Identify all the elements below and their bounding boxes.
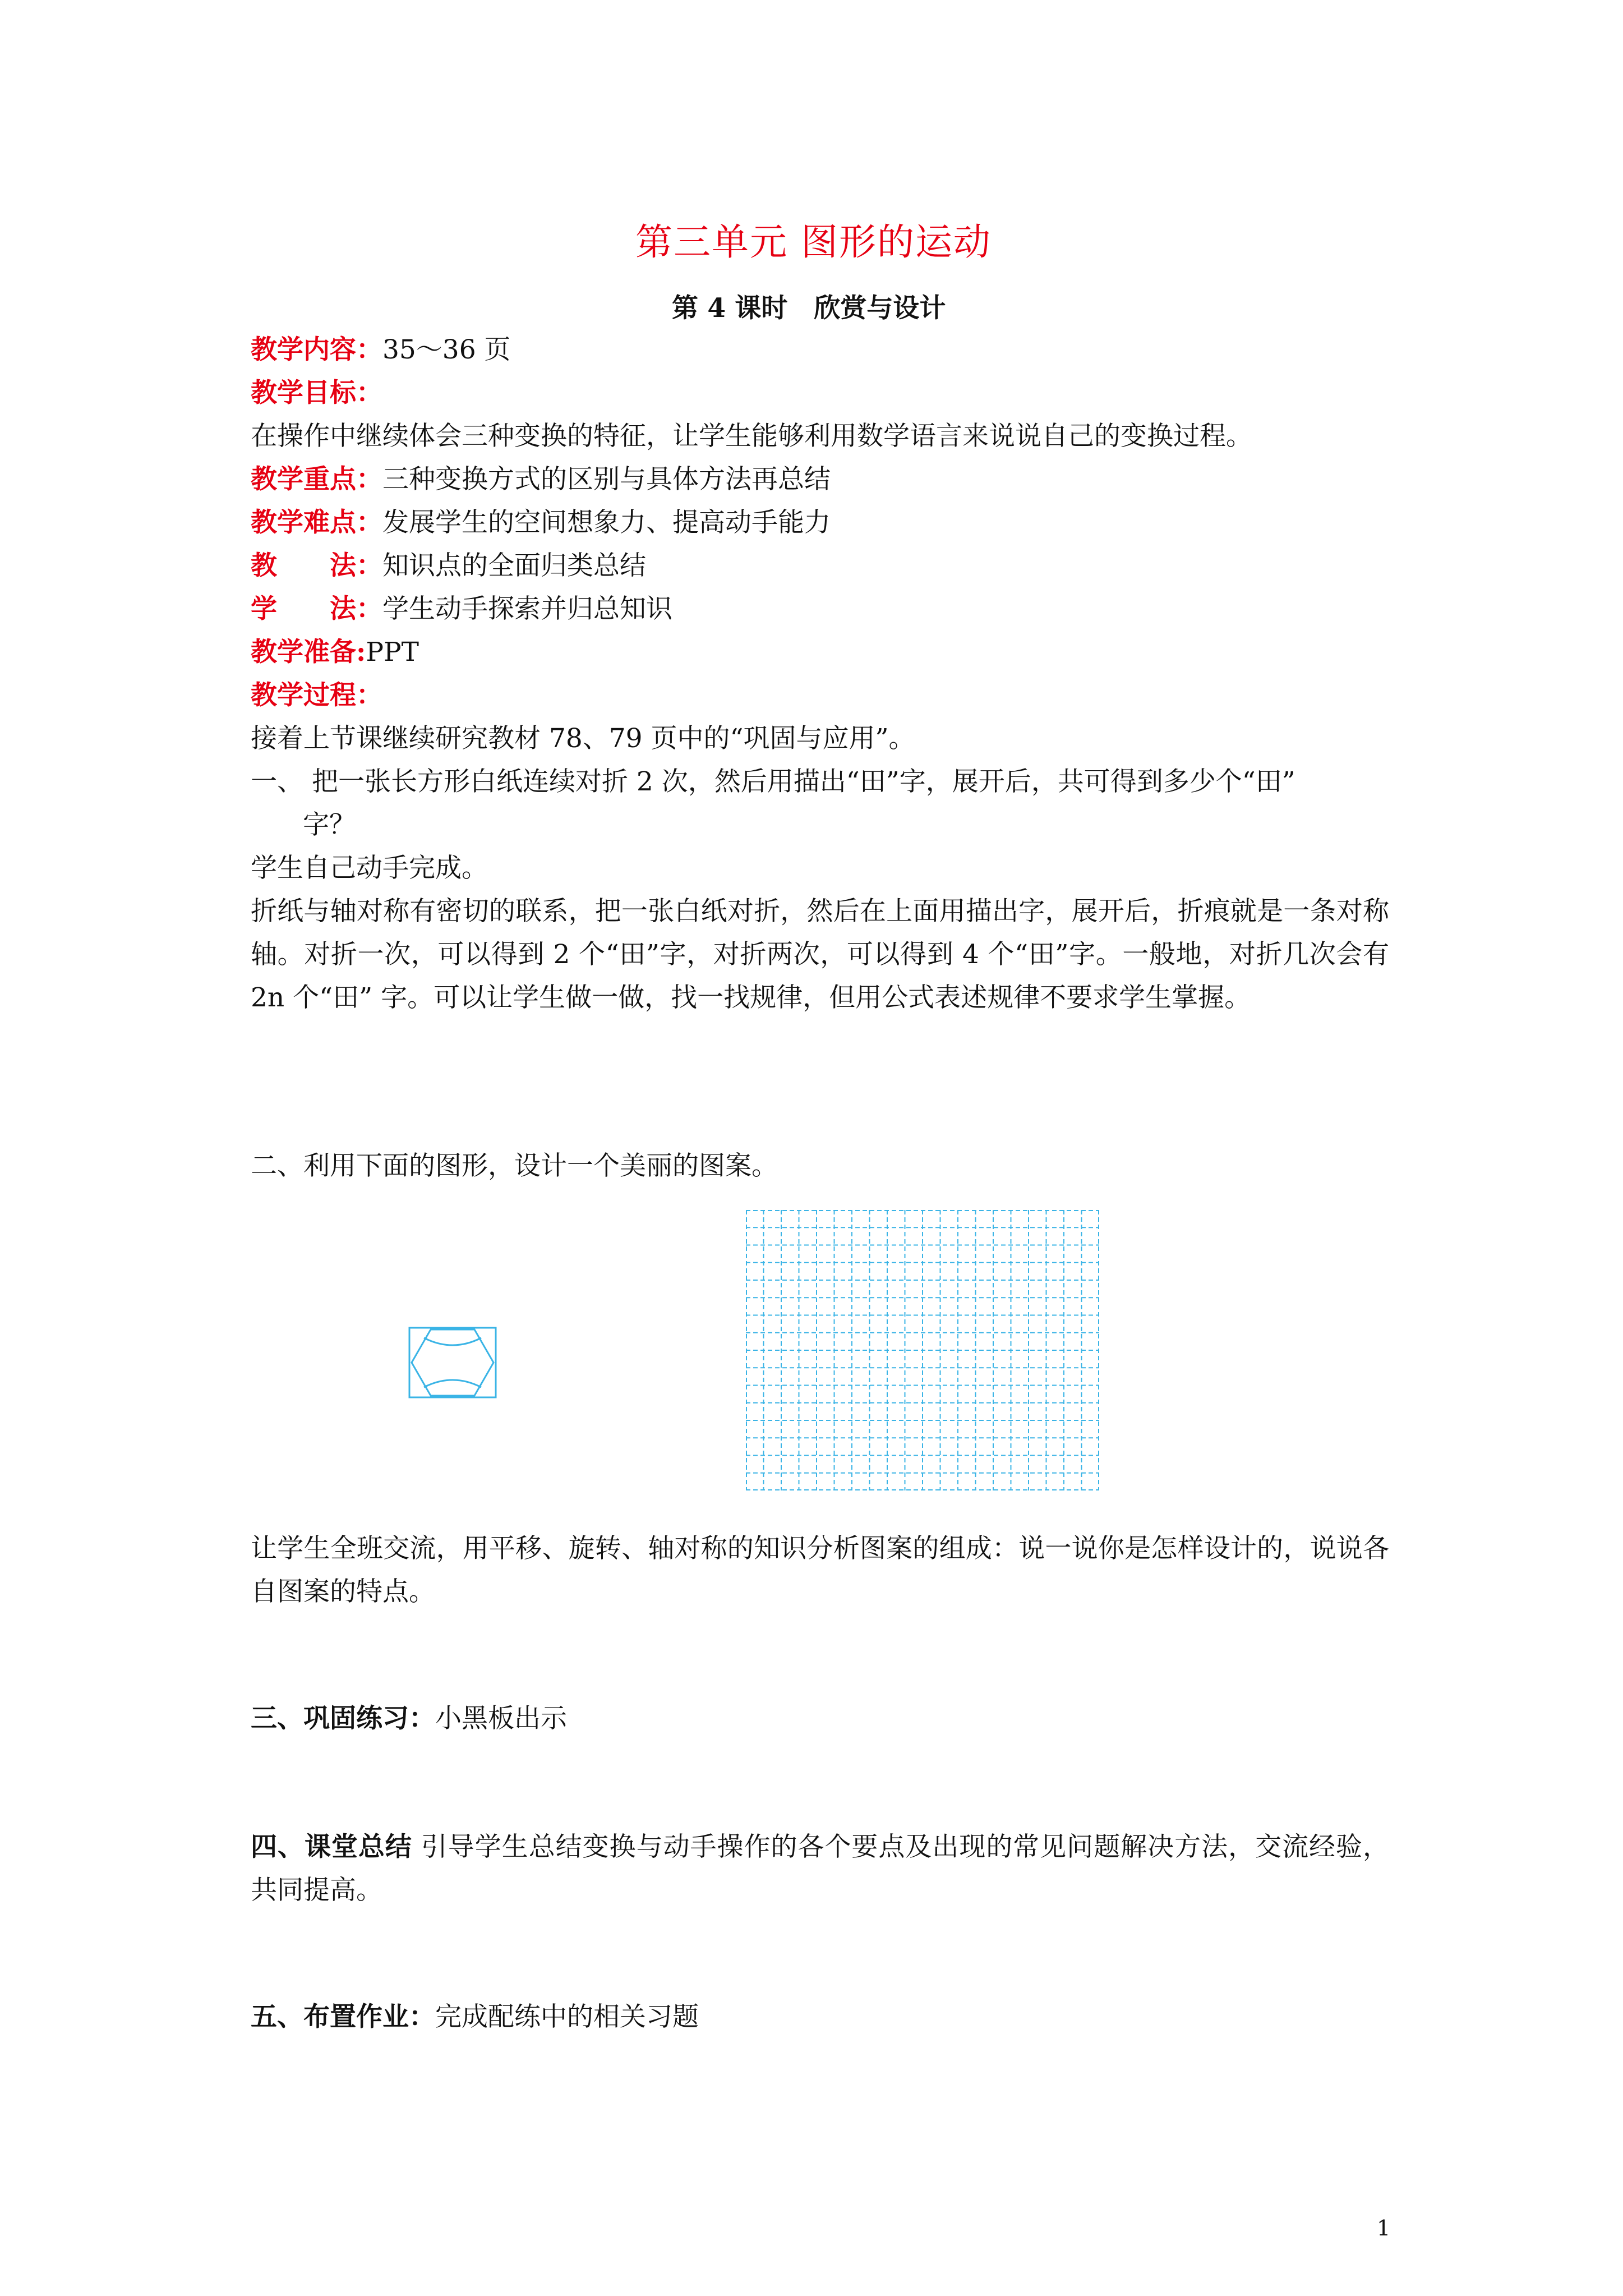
section-3 [251,1697,567,1740]
design-grid [746,1210,1099,1490]
question-1-line-2: 字？ [303,809,356,840]
content-row [251,328,511,371]
question-2-followup: 让学生全班交流，用平移、旋转、轴对称的知识分析图案的组成：说一说你是怎样设计的，说说各自图案的特点。 [251,1533,1389,1607]
base-shape-inner-curve [424,1338,481,1387]
learn-label: 学 法： [251,593,382,624]
teach-value: 知识点的全面归类总结 [382,550,646,581]
section-5-value: 完成配练中的相关习题 [435,2001,699,2032]
page-title: 第三单元 图形的运动 [635,220,992,264]
teach-row [251,544,646,587]
learn-value: 学生动手探索并归总知识 [382,593,672,624]
content-value: 35～36 页 [382,334,511,365]
section-5 [251,1995,699,2039]
process-row [251,674,382,717]
goal-label: 教学目标： [251,378,382,408]
difficulty-value: 发展学生的空间想象力、提高动手能力 [382,507,831,538]
goal-row [251,371,382,415]
base-shape-figure [408,1327,497,1398]
question-1-line-1: 一、 把一张长方形白纸连续对折 2 次，然后用描出“田”字，展开后，共可得到多少个“田” [251,766,1295,797]
intro-text: 接着上节课继续研究教材 78、79 页中的“巩固与应用”。 [251,723,915,754]
prep-row [251,631,419,674]
page-number: 1 [1377,2216,1391,2240]
question-1-explanation: 折纸与轴对称有密切的联系，把一张白纸对折，然后在上面用描出字，展开后，折痕就是一条对称轴。对折一次，可以得到 2 个“田”字，对折两次，可以得到 4 个“田”字。一般地，对折几次会有 2n 个“田” 字。可以让学生做一做，找一找规律，但用公式表述规律不要求学生掌握。 [251,896,1389,1013]
prep-label: 教学准备: [251,637,366,668]
section-3-label: 三、巩固练习： [251,1703,435,1734]
section-4-label: 四、课堂总结 [251,1832,412,1862]
difficulty-row [251,501,831,544]
section-5-label: 五、布置作业： [251,2001,435,2032]
base-shape-inner-outline [412,1329,494,1396]
question-2: 二、利用下面的图形，设计一个美丽的图案。 [251,1151,778,1181]
section-4-value: 引导学生总结变换与动手操作的各个要点及出现的常见问题解决方法，交流经验，共同提高。 [251,1832,1389,1906]
key-label: 教学重点： [251,464,382,495]
goal-text: 在操作中继续体会三种变换的特征，让学生能够利用数学语言来说说自己的变换过程。 [251,421,1252,452]
lesson-subtitle: 第 4 课时 欣赏与设计 [672,293,946,324]
section-4 [251,1825,1389,1912]
difficulty-label: 教学难点： [251,507,382,538]
key-row [251,458,831,501]
prep-value: PPT [366,637,419,668]
process-label: 教学过程： [251,680,382,711]
section-3-value: 小黑板出示 [435,1703,567,1734]
content-label: 教学内容： [251,334,382,365]
teach-label: 教 法： [251,550,382,581]
learn-row [251,587,672,631]
base-shape-rect [409,1328,496,1397]
question-1-answer: 学生自己动手完成。 [251,853,488,884]
key-value: 三种变换方式的区别与具体方法再总结 [382,464,831,495]
